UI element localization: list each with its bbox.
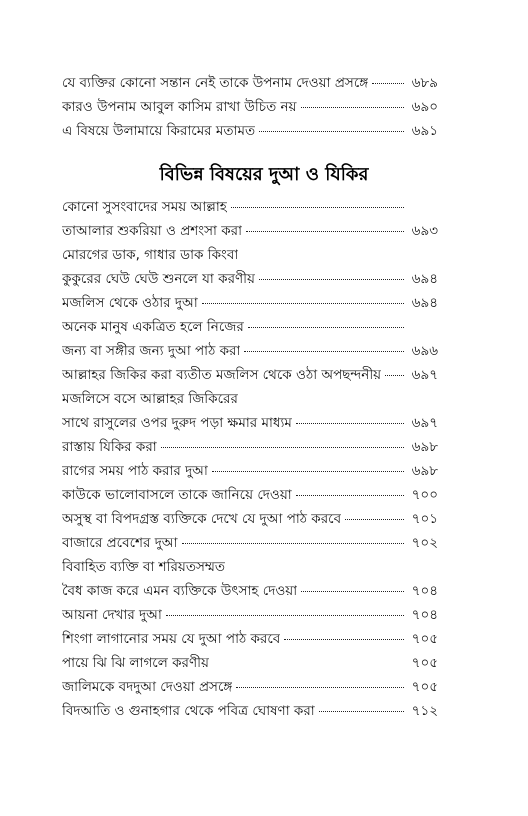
toc-entry-title: মজলিসে বসে আল্লাহর জিকিরের	[62, 391, 238, 407]
toc-entry[interactable]	[62, 580, 438, 604]
dot-leader	[212, 471, 404, 472]
toc-entry-page: ৬৯৭	[411, 415, 438, 431]
toc-entry-title: জন্য বা সঙ্গীর জন্য দুআ পাঠ করা	[62, 343, 241, 359]
toc-entry-page: ৬৯৭	[411, 367, 438, 383]
dot-leader	[259, 279, 404, 280]
toc-top-list	[62, 72, 438, 144]
dot-leader	[244, 351, 404, 352]
toc-entry-page: ৬৮৯	[411, 75, 438, 91]
dot-leader	[372, 83, 404, 84]
toc-entry-page: ৬৯৩	[411, 223, 438, 239]
toc-entry[interactable]	[62, 412, 438, 436]
toc-entry-title: বৈধ কাজ করে এমন ব্যক্তিকে উৎসাহ দেওয়া	[62, 583, 298, 599]
toc-entry-page: ৭০৪	[411, 583, 438, 599]
toc-entry-title: কুকুরের ঘেউ ঘেউ শুনলে যা করণীয়	[62, 271, 255, 287]
toc-main-list	[62, 196, 438, 724]
dot-leader	[248, 327, 404, 328]
toc-entry-page: ৬৯৮	[411, 463, 438, 479]
toc-entry-page: ৭০৫	[411, 655, 438, 671]
toc-entry-title: পায়ে ঝি ঝি লাগলে করণীয়	[62, 655, 209, 671]
toc-entry[interactable]	[62, 460, 438, 484]
toc-entry-title: শিংগা লাগানোর সময় যে দুআ পাঠ করবে	[62, 631, 281, 647]
dot-leader	[231, 207, 404, 208]
toc-entry-page: ৭০১	[411, 511, 438, 527]
toc-entry-page: ৬৯৮	[411, 439, 438, 455]
toc-entry[interactable]	[62, 292, 438, 316]
toc-entry-title: অনেক মানুষ একত্রিত হলে নিজের	[62, 319, 244, 335]
toc-entry[interactable]	[62, 436, 438, 460]
toc-entry-page: ৭০৫	[411, 679, 438, 695]
toc-entry-page: ৭০৫	[411, 631, 438, 647]
toc-entry-page: ৭১২	[411, 703, 438, 719]
toc-entry-page: ৭০৪	[411, 607, 438, 623]
dot-leader	[296, 423, 404, 424]
toc-entry-title: বিবাহিত ব্যক্তি বা শরিয়তসম্মত	[62, 559, 226, 575]
toc-entry[interactable]	[62, 120, 438, 144]
toc-entry[interactable]	[62, 244, 438, 268]
toc-entry[interactable]	[62, 484, 438, 508]
toc-entry[interactable]	[62, 604, 438, 628]
toc-entry-title: আল্লাহর জিকির করা ব্যতীত মজলিস থেকে ওঠা অপছন্দনীয়	[62, 367, 382, 383]
toc-entry[interactable]	[62, 316, 438, 340]
toc-entry-title: জালিমকে বদদুআ দেওয়া প্রসঙ্গে	[62, 679, 233, 695]
toc-entry-title: মোরগের ডাক, গাধার ডাক কিংবা	[62, 247, 239, 263]
toc-entry-page: ৬৯৪	[411, 271, 438, 287]
toc-entry[interactable]	[62, 268, 438, 292]
toc-entry-title: কারও উপনাম আবুল কাসিম রাখা উচিত নয়	[62, 99, 297, 115]
toc-entry-title: এ বিষয়ে উলামায়ে কিরামের মতামত	[62, 123, 256, 139]
toc-entry-title: বাজারে প্রবেশের দুআ	[62, 535, 178, 551]
toc-entry-page: ৬৯৬	[411, 343, 438, 359]
toc-entry-title: কাউকে ভালোবাসলে তাকে জানিয়ে দেওয়া	[62, 487, 292, 503]
toc-entry[interactable]	[62, 72, 438, 96]
toc-entry[interactable]	[62, 556, 438, 580]
toc-entry-title: তাআলার শুকরিয়া ও প্রশংসা করা	[62, 223, 243, 239]
dot-leader	[166, 615, 404, 616]
toc-entry-title: সাথে রাসুলের ওপর দুরুদ পড়া ক্ষমার মাধ্যম	[62, 415, 292, 431]
dot-leader	[202, 303, 404, 304]
toc-entry[interactable]	[62, 532, 438, 556]
toc-entry-title: রাগের সময় পাঠ করার দুআ	[62, 463, 208, 479]
dot-leader	[385, 375, 404, 376]
section-heading: বিভিন্ন বিষয়ের দুআ ও যিকির	[159, 164, 369, 185]
toc-entry-page: ৬৯১	[411, 123, 438, 139]
toc-entry[interactable]	[62, 196, 438, 220]
toc-entry[interactable]	[62, 96, 438, 120]
toc-entry[interactable]	[62, 340, 438, 364]
toc-entry[interactable]	[62, 388, 438, 412]
toc-entry[interactable]	[62, 652, 438, 676]
toc-entry-title: অসুস্থ বা বিপদগ্রস্ত ব্যক্তিকে দেখে যে দুআ পাঠ করবে	[62, 511, 342, 527]
toc-entry-page: ৬৯০	[411, 99, 438, 115]
dot-leader	[345, 519, 404, 520]
dot-leader	[319, 711, 404, 712]
toc-entry-page: ৬৯৪	[411, 295, 438, 311]
dot-leader	[301, 107, 405, 108]
toc-entry-title: আয়না দেখার দুআ	[62, 607, 162, 623]
dot-leader	[236, 687, 404, 688]
toc-entry-page: ৭০২	[411, 535, 438, 551]
dot-leader	[296, 495, 404, 496]
toc-entry-title: যে ব্যক্তির কোনো সন্তান নেই তাকে উপনাম দেওয়া প্রসঙ্গে	[62, 75, 369, 91]
toc-entry[interactable]	[62, 220, 438, 244]
toc-entry-title: রাস্তায় যিকির করা	[62, 439, 157, 455]
toc-entry[interactable]	[62, 700, 438, 724]
toc-entry[interactable]	[62, 628, 438, 652]
toc-entry[interactable]	[62, 364, 438, 388]
toc-entry-page: ৭০০	[411, 487, 438, 503]
dot-leader	[284, 639, 404, 640]
dot-leader	[182, 543, 404, 544]
toc-entry[interactable]	[62, 676, 438, 700]
toc-entry-title: বিদআতি ও গুনাহগার থেকে পবিত্র ঘোষণা করা	[62, 703, 315, 719]
dot-leader	[301, 591, 404, 592]
toc-entry-title: কোনো সুসংবাদের সময় আল্লাহ	[62, 199, 227, 215]
toc-entry[interactable]	[62, 508, 438, 532]
toc-entry-title: মজলিস থেকে ওঠার দুআ	[62, 295, 198, 311]
dot-leader	[246, 231, 404, 232]
dot-leader	[259, 131, 404, 132]
dot-leader	[161, 447, 404, 448]
